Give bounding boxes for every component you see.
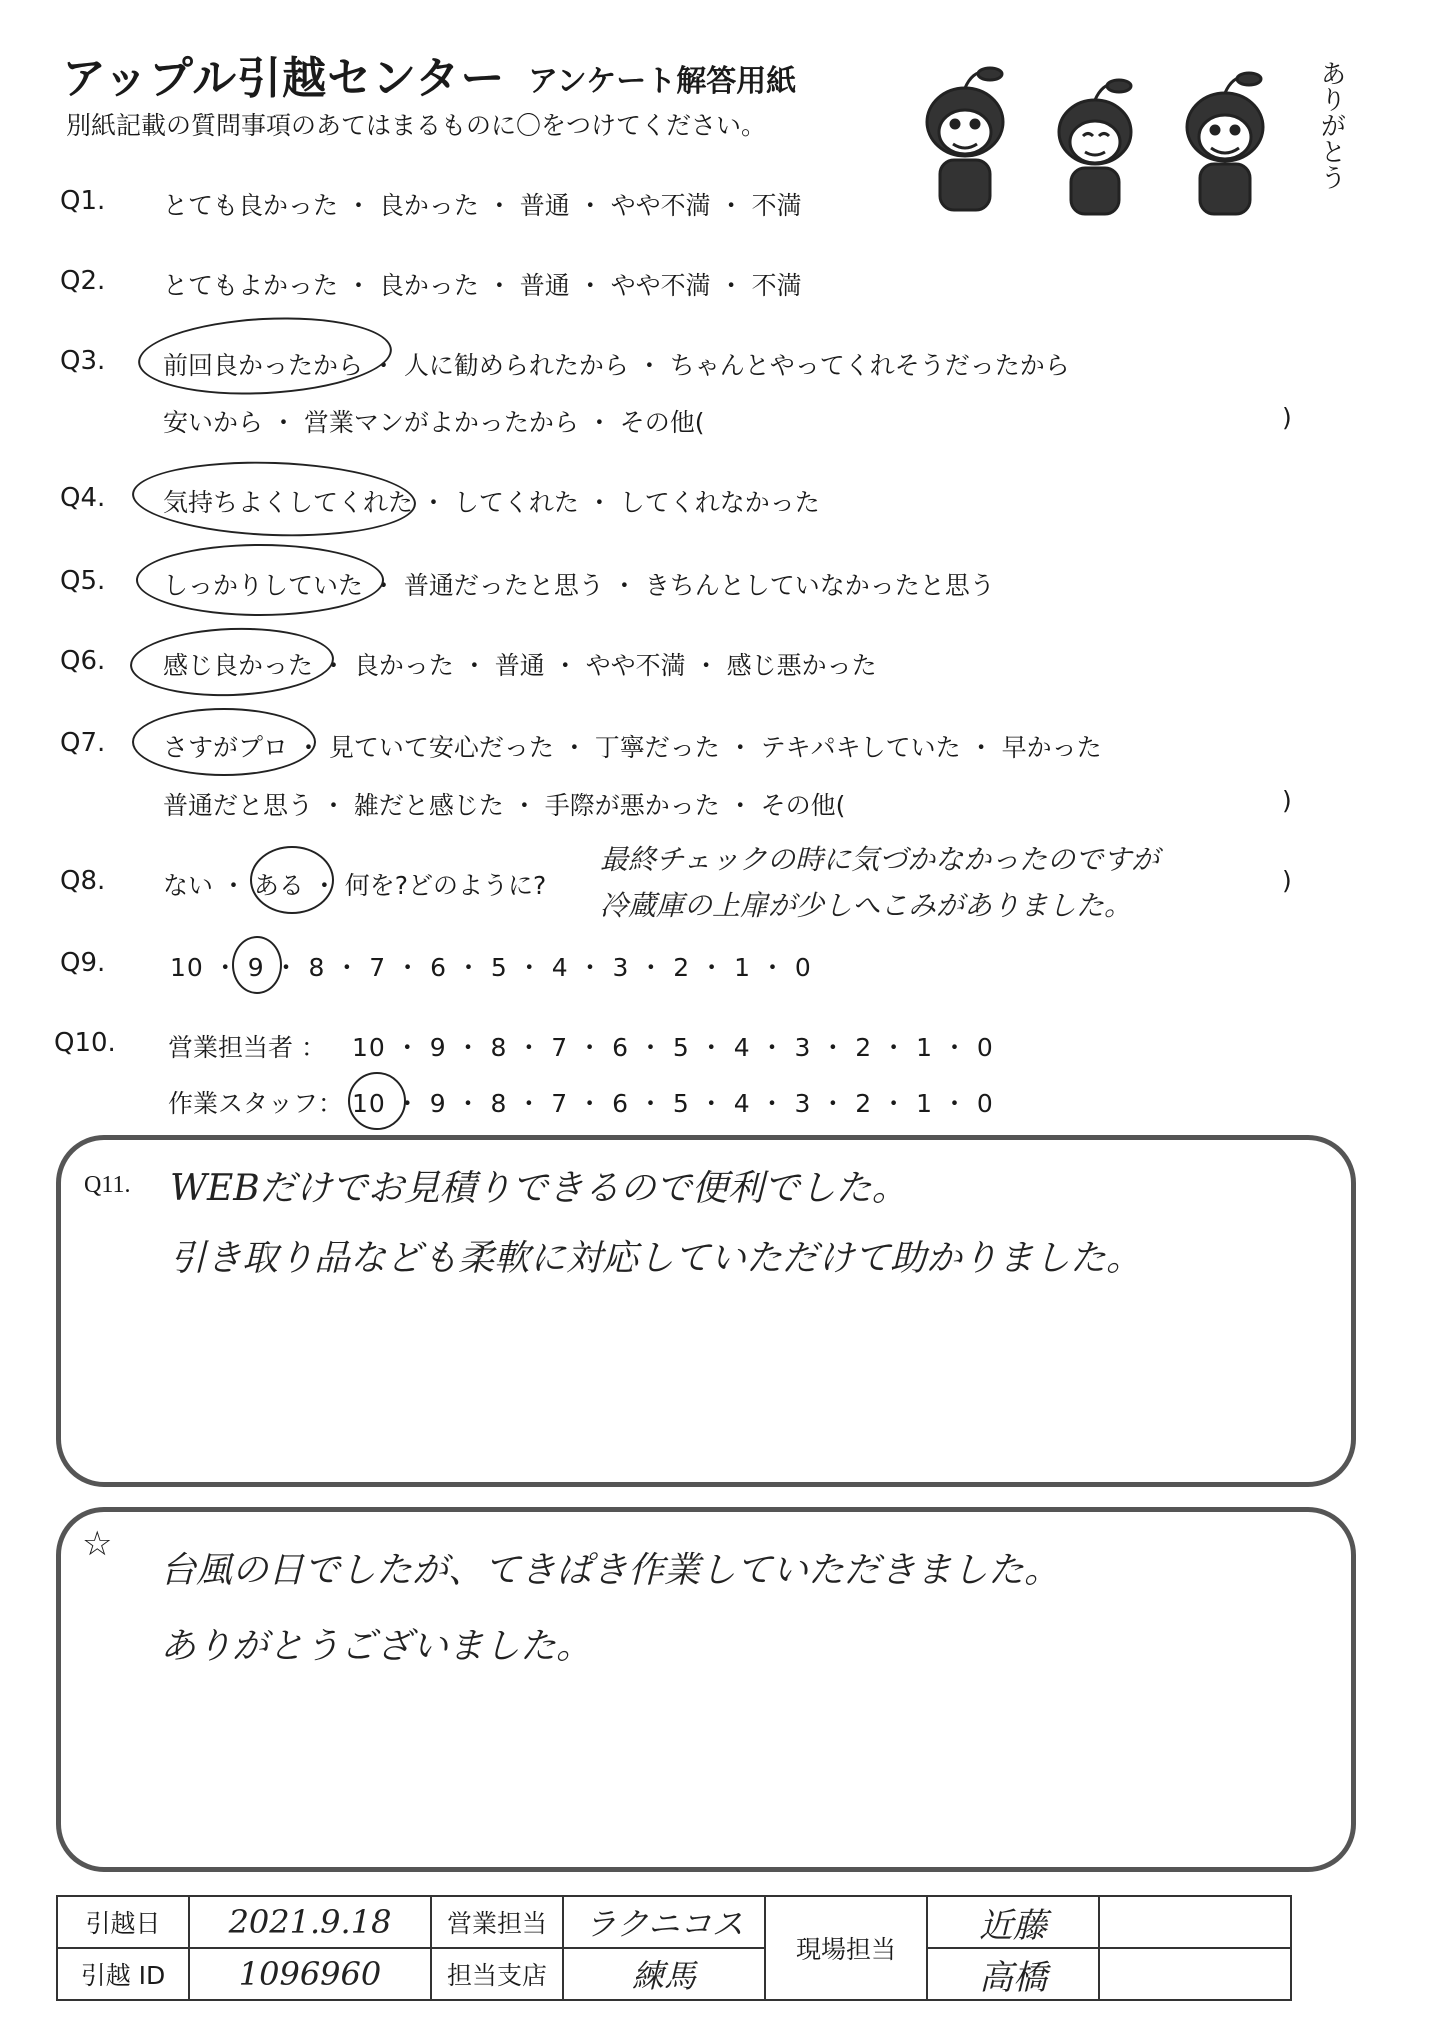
answer-circle bbox=[132, 708, 316, 776]
answer-circle bbox=[232, 936, 282, 994]
question-options[interactable]: とてもよかった ・ 良かった ・ 普通 ・ やや不満 ・ 不満 bbox=[163, 271, 802, 300]
sales-rep-label: 営業担当 bbox=[431, 1896, 563, 1948]
monkey-icon bbox=[927, 68, 1003, 210]
question-label: Q2. bbox=[60, 266, 106, 296]
q11-label: Q11. bbox=[84, 1172, 131, 1198]
question-label: Q9. bbox=[60, 948, 106, 978]
move-id-label: 引越 ID bbox=[57, 1948, 189, 2000]
answer-circle bbox=[136, 311, 394, 400]
handwritten-comment: 引き取り品なども柔軟に対応していただけて助かりました。 bbox=[170, 1238, 1143, 1279]
close-paren: ) bbox=[1282, 403, 1292, 432]
site-rep-value-1: 近藤 bbox=[927, 1896, 1099, 1948]
answer-circle bbox=[129, 624, 335, 699]
mascot-caption: ありがとう bbox=[1316, 60, 1346, 190]
question-label: Q5. bbox=[60, 566, 106, 596]
star-icon: ☆ bbox=[82, 1524, 113, 1564]
monkey-icon bbox=[1059, 80, 1131, 214]
site-rep-value-2: 高橋 bbox=[927, 1948, 1099, 2000]
staff-rating-scale[interactable]: 10 ・ 9 ・ 8 ・ 7 ・ 6 ・ 5 ・ 4 ・ 3 ・ 2 ・ 1 ・ 0 bbox=[352, 1089, 994, 1118]
answer-circle bbox=[348, 1072, 406, 1130]
question-options[interactable]: 前回良かったから ・ 人に勧められたから ・ ちゃんとやってくれそうだったから bbox=[163, 351, 1070, 380]
question-options[interactable]: 気持ちよくしてくれた ・ してくれた ・ してくれなかった bbox=[163, 488, 820, 517]
answer-circle bbox=[131, 457, 417, 541]
handwritten-comment: 台風の日でしたが、てきぱき作業していただきました。 bbox=[160, 1550, 1061, 1591]
close-paren: ) bbox=[1282, 786, 1292, 815]
form-subtitle: アンケート解答用紙 bbox=[528, 64, 797, 99]
move-date-label: 引越日 bbox=[57, 1896, 189, 1948]
question-label: Q7. bbox=[60, 728, 106, 758]
move-date-value: 2021.9.18 bbox=[189, 1896, 431, 1948]
handwritten-comment: WEBだけでお見積りできるので便利でした。 bbox=[170, 1168, 908, 1209]
handwritten-answer: 冷蔵庫の上扉が少しへこみがありました。 bbox=[600, 889, 1133, 922]
answer-circle bbox=[250, 846, 334, 914]
question-options[interactable]: 感じ良かった ・ 良かった ・ 普通 ・ やや不満 ・ 感じ悪かった bbox=[163, 651, 877, 680]
sales-rep-value: ラクニコス bbox=[563, 1896, 765, 1948]
form-title: アップル引越センター bbox=[62, 53, 506, 104]
question-label: Q3. bbox=[60, 346, 106, 376]
question-options[interactable]: とても良かった ・ 良かった ・ 普通 ・ やや不満 ・ 不満 bbox=[163, 191, 802, 220]
question-label: Q8. bbox=[60, 866, 106, 896]
branch-value: 練馬 bbox=[563, 1948, 765, 2000]
site-rep-label: 現場担当 bbox=[765, 1896, 927, 2000]
move-info-table bbox=[56, 1895, 1292, 2001]
staff-rating-label: 作業スタッフ： bbox=[168, 1089, 344, 1118]
branch-label: 担当支店 bbox=[431, 1948, 563, 2000]
monkey-icon bbox=[1187, 73, 1263, 214]
site-rep-empty-cell bbox=[1099, 1896, 1291, 1948]
site-rep-empty-cell bbox=[1099, 1948, 1291, 2000]
monkey-mascot-illustration bbox=[895, 52, 1345, 232]
question-options-line2[interactable]: 安いから ・ 営業マンがよかったから ・ その他( bbox=[163, 408, 705, 437]
close-paren: ) bbox=[1282, 866, 1292, 895]
rating-scale[interactable]: 10 ・ 9 ・ 8 ・ 7 ・ 6 ・ 5 ・ 4 ・ 3 ・ 2 ・ 1 ・ 0 bbox=[170, 953, 812, 982]
question-options[interactable]: さすがプロ ・ 見ていて安心だった ・ 丁寧だった ・ テキパキしていた ・ 早かった bbox=[163, 733, 1102, 762]
answer-circle bbox=[136, 544, 384, 616]
question-label: Q6. bbox=[60, 646, 106, 676]
sales-rating-label: 営業担当者 ： bbox=[168, 1033, 326, 1062]
question-label: Q4. bbox=[60, 483, 106, 513]
question-options[interactable]: ない ・ ある ・ 何を?どのように? bbox=[163, 871, 547, 900]
instruction-text: 別紙記載の質問事項のあてはまるものに〇をつけてください。 bbox=[66, 111, 767, 140]
handwritten-answer: 最終チェックの時に気づかなかったのですが bbox=[600, 843, 1160, 876]
question-label: Q1. bbox=[60, 186, 106, 216]
question-options-line2[interactable]: 普通だと思う ・ 雑だと感じた ・ 手際が悪かった ・ その他( bbox=[163, 791, 846, 820]
question-options[interactable]: しっかりしていた ・ 普通だったと思う ・ きちんとしていなかったと思う bbox=[163, 571, 995, 600]
sales-rating-scale[interactable]: 10 ・ 9 ・ 8 ・ 7 ・ 6 ・ 5 ・ 4 ・ 3 ・ 2 ・ 1 ・ 0 bbox=[352, 1033, 994, 1062]
move-id-value: 1096960 bbox=[189, 1948, 431, 2000]
question-label: Q10. bbox=[54, 1028, 116, 1058]
handwritten-comment: ありがとうございました。 bbox=[160, 1626, 593, 1667]
